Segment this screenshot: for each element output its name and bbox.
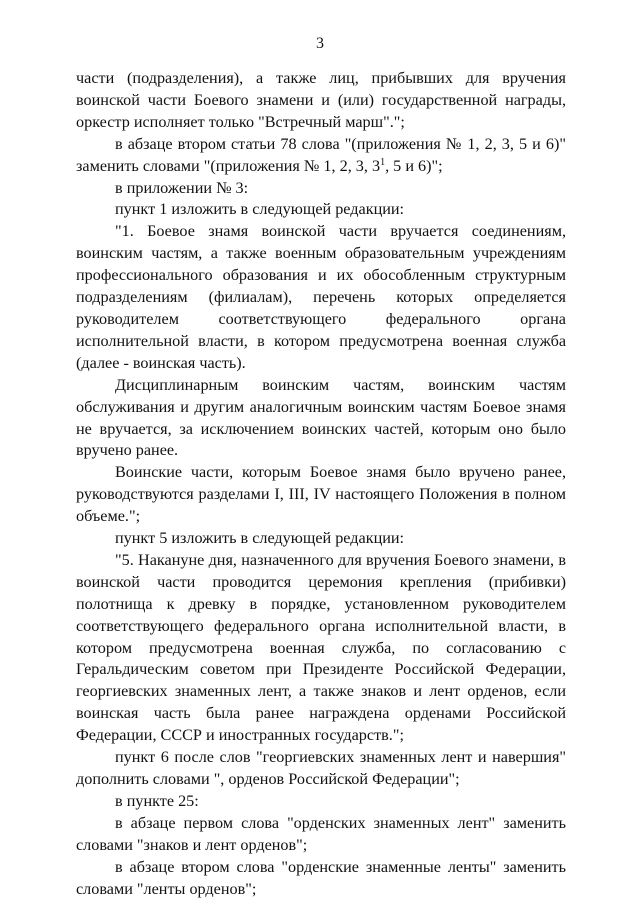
paragraph-13: в абзаце втором слова "орденские знаменные ленты" заменить словами "ленты орденов"; [76, 857, 566, 898]
paragraph-3: в приложении № 3: [115, 178, 249, 197]
superscript-marker: 1 [380, 156, 386, 168]
paragraph-6: Дисциплинарным воинским частям, воинским частям обслуживания и другим аналогичным воинским частям Боевое знамя не вручается, за исключением воинских частей, которым оно было вручено ранее. [76, 375, 566, 460]
paragraph-1: части (подразделения), а также лиц, прибывших для вручения воинской части Боевого знамени и (или) государственной награды, оркестр исполняет только "Встречный марш"."; [76, 69, 566, 131]
page-number: 3 [316, 35, 324, 52]
paragraph-7: Воинские части, которым Боевое знамя было вручено ранее, руководствуются разделами I, III, IV настоящего Положения в полном объеме."; [76, 463, 566, 526]
paragraph-11: в пункте 25: [115, 791, 199, 810]
paragraph-12: в абзаце первом слова "орденских знаменных лент" заменить словами "знаков и лент орденов"; [76, 813, 566, 854]
paragraph-8: пункт 5 изложить в следующей редакции: [115, 529, 405, 548]
paragraph-10: пункт 6 после слов "георгиевских знаменных лент и навершия" дополнить словами ", орденов Российской Федерации"; [76, 748, 566, 788]
paragraph-2 [76, 134, 566, 178]
paragraph-2-text: в абзаце втором статьи 78 слова "(приложения № 1, 2, 3, 5 и 6)" заменить словами "(приложения № 1, 2, 3, 3 [76, 134, 566, 175]
paragraph-4: пункт 1 изложить в следующей редакции: [115, 200, 405, 219]
paragraph-2-tail: , 5 и 6)"; [385, 156, 443, 175]
paragraph-9: "5. Накануне дня, назначенного для вручения Боевого знамени, в воинской части проводится церемония крепления (прибивки) полотнища к древку в порядке, установленном руководителем соответствующего федерального органа исполнительной власти, в котором предусмотрена военная служба, по согласованию с Геральдическим советом при Президенте Российской Федерации, георгиевских знаменных лент, а также знаков и лент орденов, если воинская часть была ранее награждена орденами Российской Федерации, СССР и иностранных государств."; [76, 550, 566, 745]
paragraph-5: "1. Боевое знамя воинской части вручается соединениям, воинским частям, а также военным образовательным учреждениям профессионального образования и их обособленным структурным подразделениям (филиалам), перечень которых определяется руководителем соответствующего федерального органа исполнительной власти, в котором предусмотрена военная служба (далее - воинская часть). [76, 222, 566, 372]
document-body [76, 68, 566, 900]
